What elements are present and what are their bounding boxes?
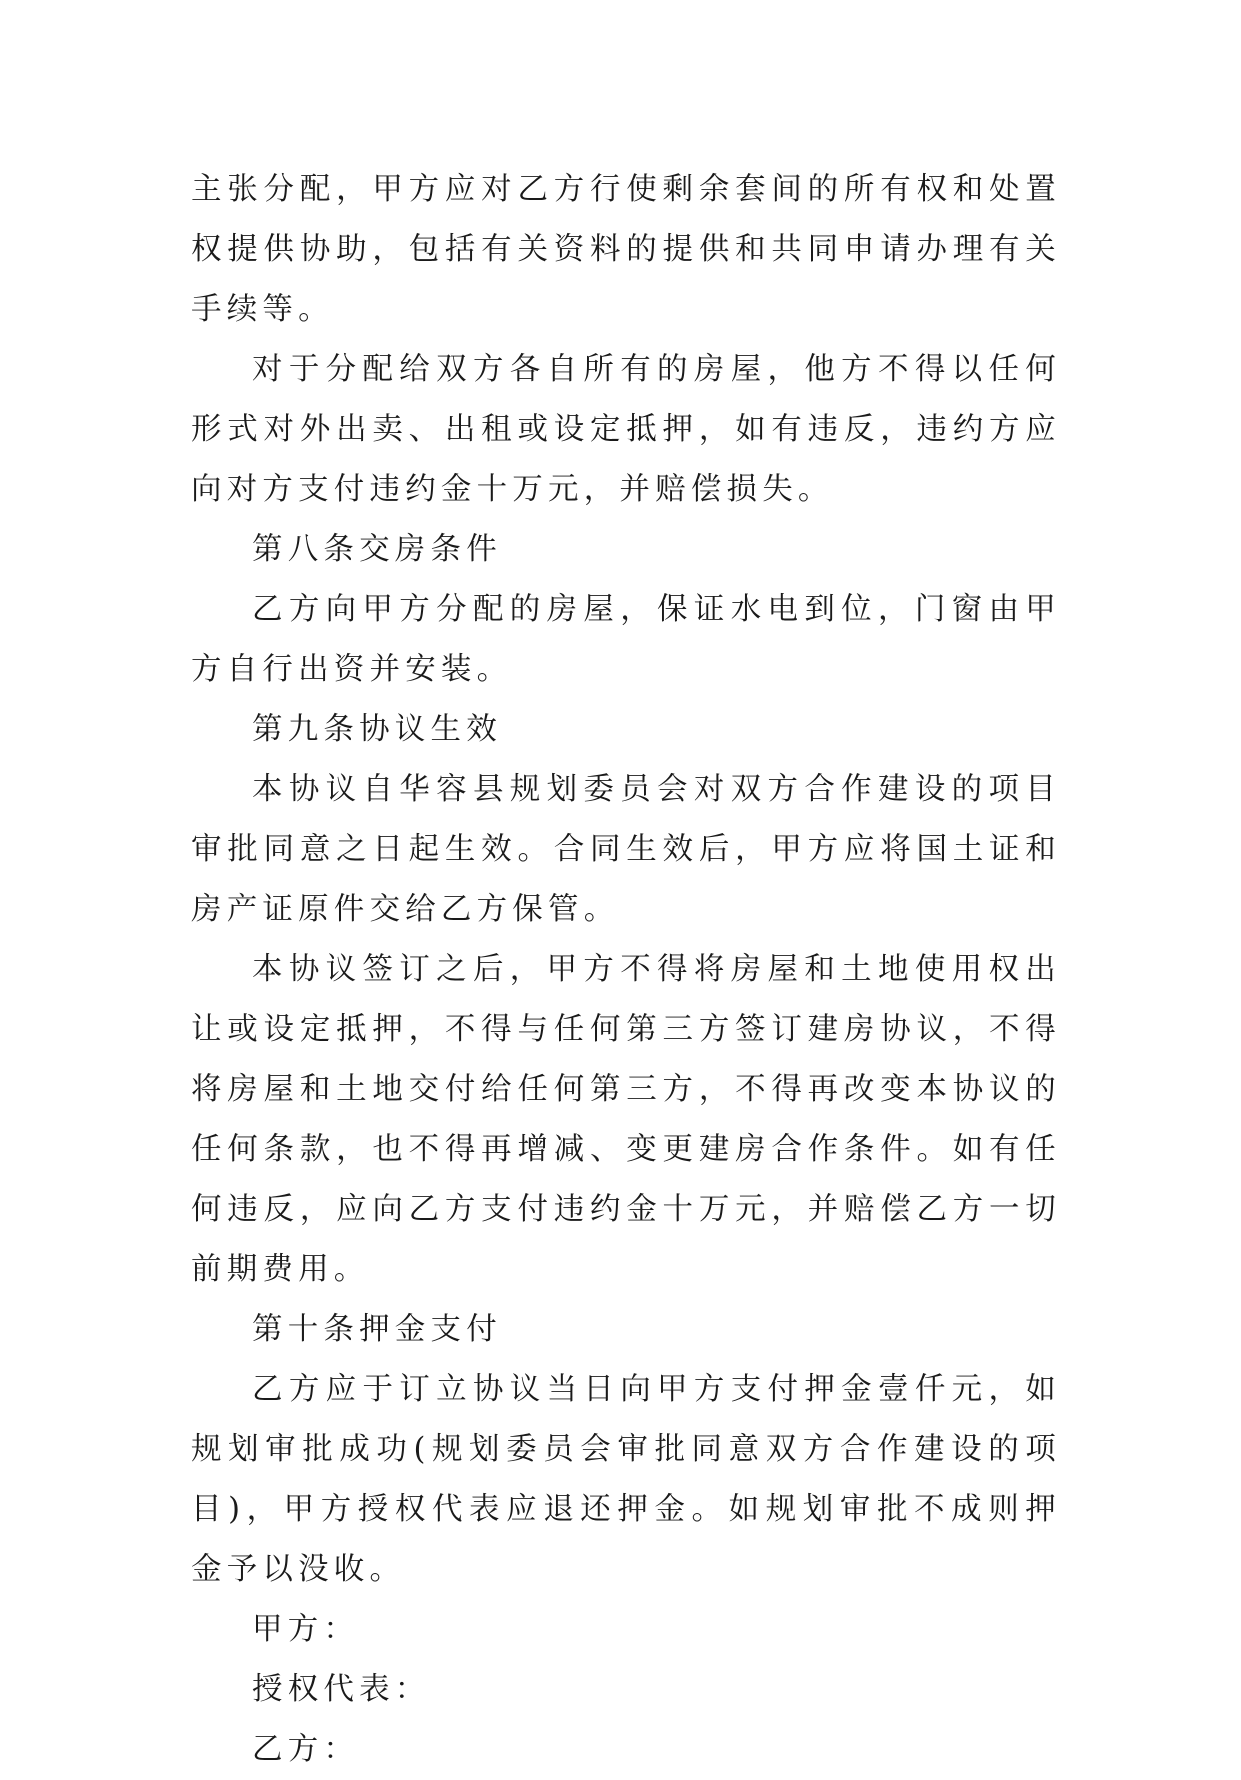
document-body xyxy=(191,160,1061,1780)
paragraph-continuation: 主张分配，甲方应对乙方行使剩余套间的所有权和处置权提供协助，包括有关资料的提供和共同申请办理有关手续等。 xyxy=(191,172,1061,327)
paragraph-deposit: 乙方应于订立协议当日向甲方支付押金壹仟元，如规划审批成功(规划委员会审批同意双方合作建设的项目)，甲方授权代表应退还押金。如规划审批不成则押金予以没收。 xyxy=(191,1372,1061,1587)
article-10-heading: 第十条押金支付 xyxy=(252,1312,502,1347)
paragraph-no-disposal: 对于分配给双方各自所有的房屋，他方不得以任何形式对外出卖、出租或设定抵押，如有违反，违约方应向对方支付违约金十万元，并赔偿损失。 xyxy=(191,352,1061,507)
article-9-heading: 第九条协议生效 xyxy=(252,712,502,747)
paragraph-handover: 乙方向甲方分配的房屋，保证水电到位，门窗由甲方自行出资并安装。 xyxy=(191,592,1061,687)
article-8-heading: 第八条交房条件 xyxy=(252,532,502,567)
signature-party-b: 乙方： xyxy=(252,1732,360,1767)
paragraph-effective: 本协议自华容县规划委员会对双方合作建设的项目审批同意之日起生效。合同生效后，甲方应将国土证和房产证原件交给乙方保管。 xyxy=(191,772,1061,927)
signature-authorized-rep: 授权代表： xyxy=(252,1672,431,1707)
paragraph-obligations: 本协议签订之后，甲方不得将房屋和土地使用权出让或设定抵押，不得与任何第三方签订建房协议，不得将房屋和土地交付给任何第三方，不得再改变本协议的任何条款，也不得再增减、变更建房合作条件。如有任何违反，应向乙方支付违约金十万元，并赔偿乙方一切前期费用。 xyxy=(191,952,1061,1287)
signature-party-a: 甲方： xyxy=(252,1612,360,1647)
